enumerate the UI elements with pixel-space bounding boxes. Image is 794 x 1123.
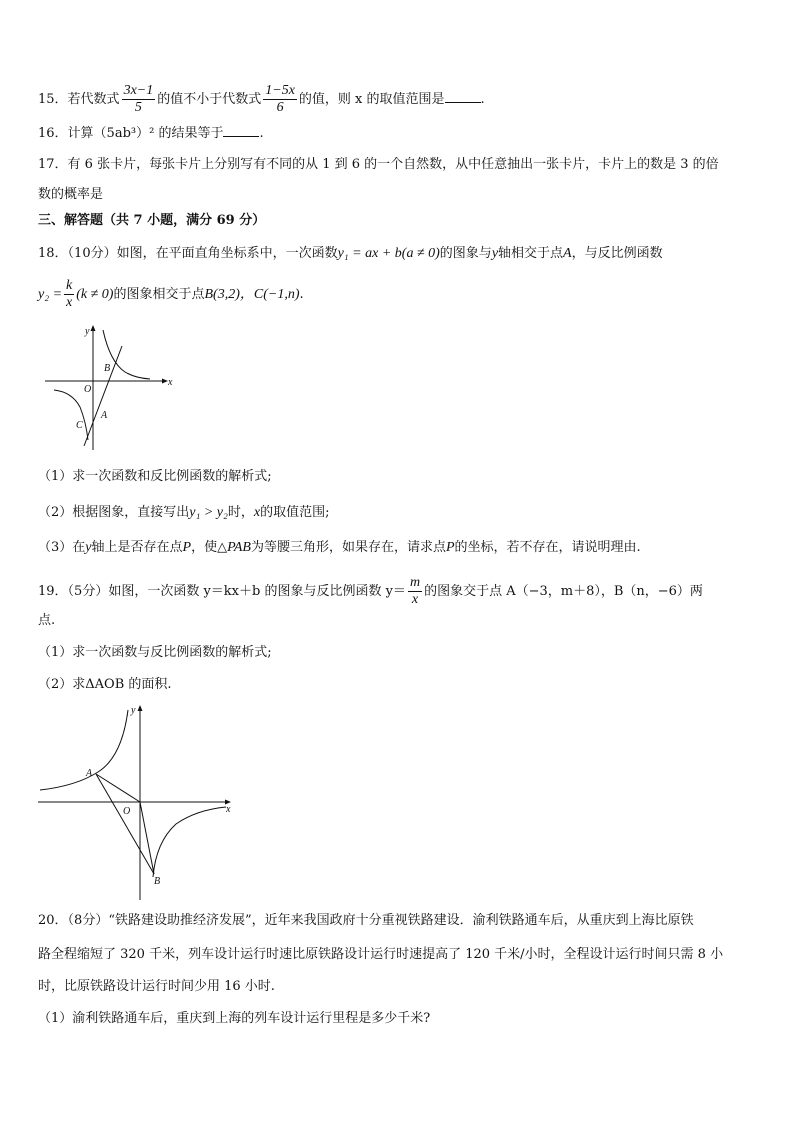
question-20-line-3: 时，比原铁路设计运行时间少用 16 小时. [38,979,275,994]
figure-19-graph [36,702,236,902]
question-20-part-1: （1）渝利铁路通车后，重庆到上海的列车设计运行里程是多少千米? [38,1011,431,1026]
question-19-part-2: （2）求ΔAOB 的面积. [38,677,172,692]
origin-label: O [123,806,131,817]
y-axis-label: y [131,705,136,716]
x-axis-label: x [226,804,231,815]
fraction-1: $\frac{3x-1}{5}$ [123,83,154,115]
x-axis-label: x [168,377,173,388]
question-20-line-2: 路全程缩短了 320 千米，列车设计运行时速比原铁路设计运行时速提高了 120 千米/小时，全程设计运行时间只需 8 小 [38,947,724,962]
fraction-m-over-x: $\frac{m}{x}$ [409,575,421,607]
point-C-label: C [76,420,83,431]
question-20-line-1: 20．（8分）“铁路建设助推经济发展”，近年来我国政府十分重视铁路建设．渝利铁路通车后，从重庆到上海比原铁 [38,913,694,928]
figure-18-graph [40,322,180,452]
question-19-line-1: 19．（5分）如图，一次函数 y＝kx＋b 的图象与反比例函数 y＝ $\frac{m}{x}$ 的图象交于点 A（−3，m＋8），B（n，−6）两 [38,575,703,607]
answer-blank [445,90,481,103]
question-19-line-2: 点. [38,613,56,628]
question-18-part-3: （3）在y轴上是否存在点P，使△PAB为等腰三角形，如果存在，请求点P的坐标，若不存在，请说明理由. [38,540,641,555]
question-18-part-1: （1）求一次函数和反比例函数的解析式; [38,469,272,484]
question-18-line-1: 18．（10分）如图，在平面直角坐标系中，一次函数y₁ = ax + b(a ≠ 0)的图象与y轴相交于点A，与反比例函数 [38,246,663,261]
q15-number: 15． [38,92,68,107]
fraction-k-over-x: $\frac{k}{x}$ [66,278,73,310]
question-18-line-2: y₂ = $\frac{k}{x}$ (k ≠ 0)的图象相交于点B(3,2)，C(−1,n). [38,278,304,310]
point-B-label: B [104,363,111,374]
question-19-part-1: （1）求一次函数与反比例函数的解析式; [38,645,272,660]
point-A-label: A [101,410,108,421]
fraction-2: $\frac{1-5x}{6}$ [265,83,295,115]
origin-label: O [84,384,92,395]
question-16: 16．计算（5ab³）² 的结果等于 . [38,126,264,141]
question-18-part-2: （2）根据图象，直接写出y₁ > y₂时，x的取值范围; [38,505,330,520]
question-17-line-1: 17．有 6 张卡片，每张卡片上分别写有不同的从 1 到 6 的一个自然数，从中任意抽出一张卡片，卡片上的数是 3 的倍 [38,157,719,172]
answer-blank [223,124,259,137]
y-axis-label: y [85,326,90,337]
point-A-label: A [86,768,93,779]
point-B-label: B [154,876,161,887]
question-15: 15．若代数式 $\frac{3x-1}{5}$ 的值不小于代数式 $\frac{1-5x}{6}$ 的值，则 x 的取值范围是 . [38,83,485,115]
section-heading: 三、解答题（共 7 小题，满分 69 分） [38,213,266,228]
question-17-line-2: 数的概率是 [38,187,104,202]
